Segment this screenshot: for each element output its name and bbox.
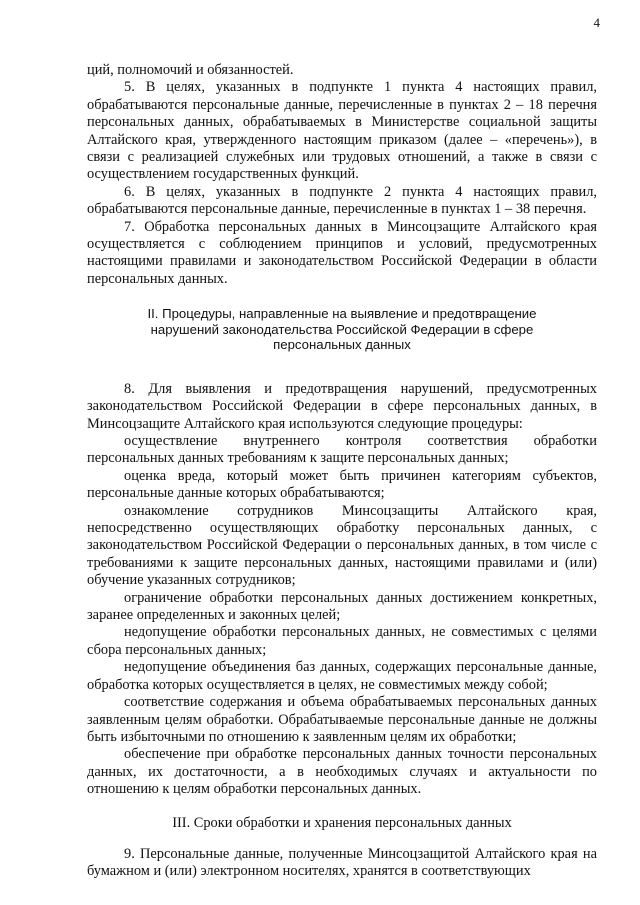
procedure-item: соответствие содержания и объема обрабатываемых персональных данных заявленным целям обработки. Обрабатываемые персональные данные не должны быть избыточными по отношению к заявленным целям их обработки; [87, 694, 597, 745]
document-body [87, 62, 597, 881]
paragraph-6: 6. В целях, указанных в подпункте 2 пункта 4 настоящих правил, обрабатываются персональные данные, перечисленные в пунктах 1 – 38 перечня. [87, 183, 597, 218]
paragraph-9: 9. Персональные данные, полученные Минсоцзащитой Алтайского края на бумажном и (или) электронном носителях, хранятся в соответствующих [87, 845, 597, 880]
section-2-heading: II. Процедуры, направленные на выявление и предотвращение нарушений законодательства Российской Федерации в сфере персональных данных [147, 306, 537, 353]
procedure-item: обеспечение при обработке персональных данных точности персональных данных, их достаточности, а в необходимых случаях и актуальности по отношению к целям обработки персональных данных. [87, 746, 597, 798]
section-3-heading: III. Сроки обработки и хранения персональных данных [172, 814, 512, 831]
procedure-item: оценка вреда, который может быть причинен категориям субъектов, персональные данные которых обрабатываются; [87, 467, 597, 502]
paragraph-8: 8. Для выявления и предотвращения нарушений, предусмотренных законодательством Российской Федерации в сфере персональных данных, в Минсоцзащите Алтайского края используются следующие процедуры: [87, 380, 597, 432]
procedure-item: недопущение обработки персональных данных, не совместимых с целями сбора персональных данных; [87, 624, 597, 658]
section-heading-wrapper [87, 306, 597, 353]
paragraph-7: 7. Обработка персональных данных в Минсоцзащите Алтайского края осуществляется с соблюдением принципов и условий, предусмотренных настоящими правилами и законодательством Российской Федерации в области персональных данных. [87, 218, 597, 287]
procedure-item: недопущение объединения баз данных, содержащих персональные данные, обработка которых осуществляется в целях, не совместимых между собой; [87, 659, 597, 693]
paragraph-continuation: ций, полномочий и обязанностей. [87, 62, 294, 78]
procedure-item: осуществление внутреннего контроля соответствия обработки персональных данных требованиям к защите персональных данных; [87, 433, 597, 467]
page-number: 4 [593, 15, 600, 30]
paragraph-5: 5. В целях, указанных в подпункте 1 пункта 4 настоящих правил, обрабатываются персональные данные, перечисленные в пунктах 2 – 18 перечня персональных данных, обрабатываемых в Министерстве социальной защиты Алтайского края, утвержденного настоящим приказом (далее – «перечень»), в связи с реализацией служебных или трудовых отношений, а также в связи с осуществлением государственных функций. [87, 79, 597, 183]
procedure-item: ограничение обработки персональных данных достижением конкретных, заранее определенных и законных целей; [87, 589, 597, 624]
procedure-item: ознакомление сотрудников Минсоцзащиты Алтайского края, непосредственно осуществляющих обработку персональных данных, с законодательством Российской Федерации о персональных данных, в том числе с требованиями к защите персональных данных, настоящими правилами и (или) обучение указанных сотрудников; [87, 502, 597, 589]
